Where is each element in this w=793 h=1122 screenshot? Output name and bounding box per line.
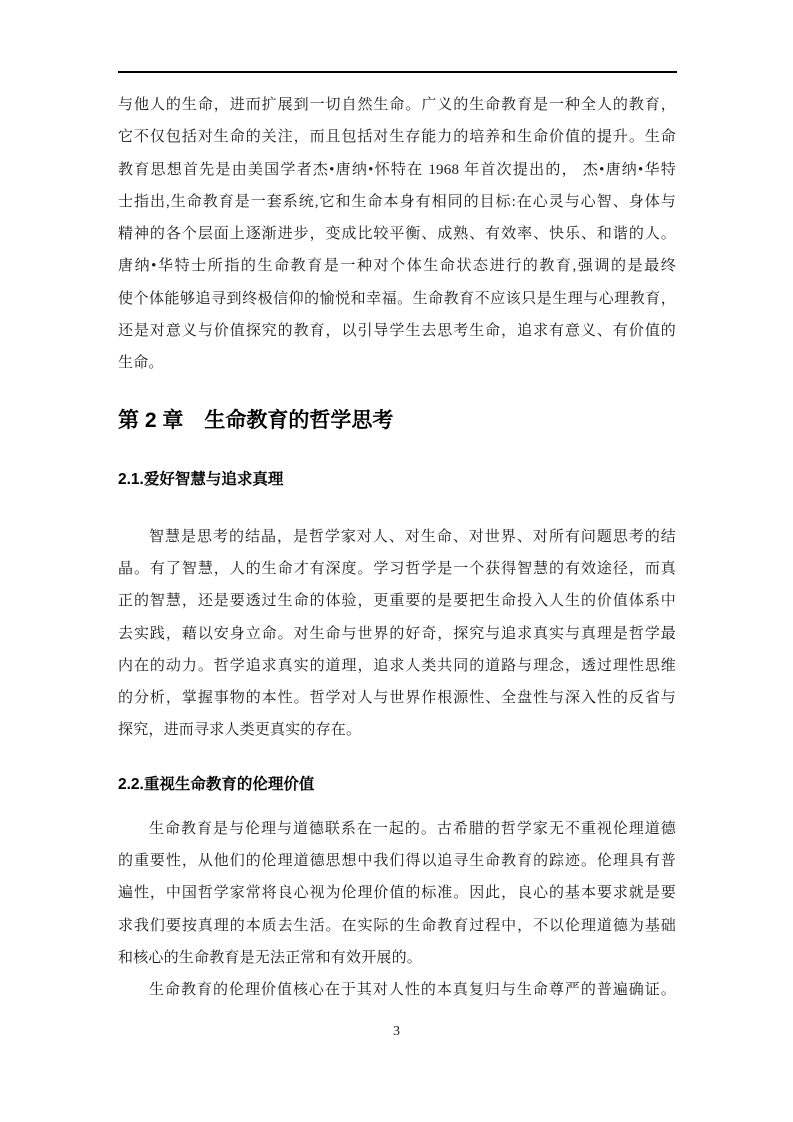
text-line: 生命教育的伦理价值核心在于其对人性的本真复归与生命尊严的普遍确证。: [149, 982, 676, 999]
header-rule: [118, 71, 677, 73]
text-line: 智慧是思考的结晶，是哲学家对人、对生命、对世界、对所有问题思考的结: [149, 528, 676, 545]
section-heading-2-2: 2.2.重视生命教育的伦理价值: [118, 775, 315, 793]
text-line: 精神的各个层面上逐渐进步，变成比较平衡、成熟、有效率、快乐、和谐的人。: [118, 226, 676, 243]
text-line: 生命教育是与伦理与道德联系在一起的。古希腊的哲学家无不重视伦理道德: [149, 820, 676, 837]
text-line: 与他人的生命，进而扩展到一切自然生命。广义的生命教育是一种全人的教育，: [118, 97, 676, 113]
chapter-heading: 第 2 章 生命教育的哲学思考: [118, 408, 394, 432]
section-heading-2-1: 2.1.爱好智慧与追求真理: [118, 470, 284, 488]
text-line: 的分析，掌握事物的本性。哲学对人与世界作根源性、全盘性与深入性的反省与: [118, 690, 676, 707]
body-paragraph-ethics: [118, 813, 676, 974]
text-line: 还是对意义与价值探究的教育，以引导学生去思考生命，追求有意义、有价值的: [118, 323, 676, 340]
page-number: 3: [393, 1024, 400, 1039]
text-line: 和核心的生命教育是无法正常和有效开展的。: [118, 949, 423, 966]
text-line: 士指出,生命教育是一套系统,它和生命本身有相同的目标:在心灵与心智、身体与: [118, 193, 676, 210]
body-paragraph-intro: [118, 89, 676, 380]
text-line: 使个体能够追寻到终极信仰的愉悦和幸福。生命教育不应该只是生理与心理教育，: [118, 290, 676, 307]
page-content: [118, 89, 676, 1007]
text-line: 唐纳•华特士所指的生命教育是一种对个体生命状态进行的教育,强调的是最终: [118, 258, 676, 275]
text-line: 的重要性，从他们的伦理道德思想中我们得以追寻生命教育的踪迹。伦理具有普: [118, 853, 676, 870]
text-line: 求我们要按真理的本质去生活。在实际的生命教育过程中，不以伦理道德为基础: [118, 917, 676, 934]
text-line: 去实践，藉以安身立命。对生命与世界的好奇，探究与追求真实与真理是哲学最: [118, 625, 676, 642]
text-line: 探究，进而寻求人类更真实的存在。: [118, 722, 362, 739]
text-line: 教育思想首先是由美国学者杰•唐纳•怀特在 1968 年首次提出的， 杰•唐纳•华特: [118, 161, 676, 178]
text-line: 内在的动力。哲学追求真实的道理，追求人类共同的道路与理念，透过理性思维: [118, 657, 676, 674]
text-line: 正的智慧，还是要透过生命的体验，更重要的是要把生命投入人生的价值体系中: [118, 593, 676, 610]
text-line: 它不仅包括对生命的关注，而且包括对生存能力的培养和生命价值的提升。生命: [118, 129, 676, 146]
body-paragraph-core: [118, 974, 676, 1006]
text-line: 生命。: [118, 355, 164, 372]
body-paragraph-wisdom: [118, 521, 676, 747]
text-line: 遍性，中国哲学家常将良心视为伦理价值的标准。因此，良心的基本要求就是要: [118, 885, 676, 902]
text-line: 晶。有了智慧，人的生命才有深度。学习哲学是一个获得智慧的有效途径，而真: [118, 560, 676, 577]
